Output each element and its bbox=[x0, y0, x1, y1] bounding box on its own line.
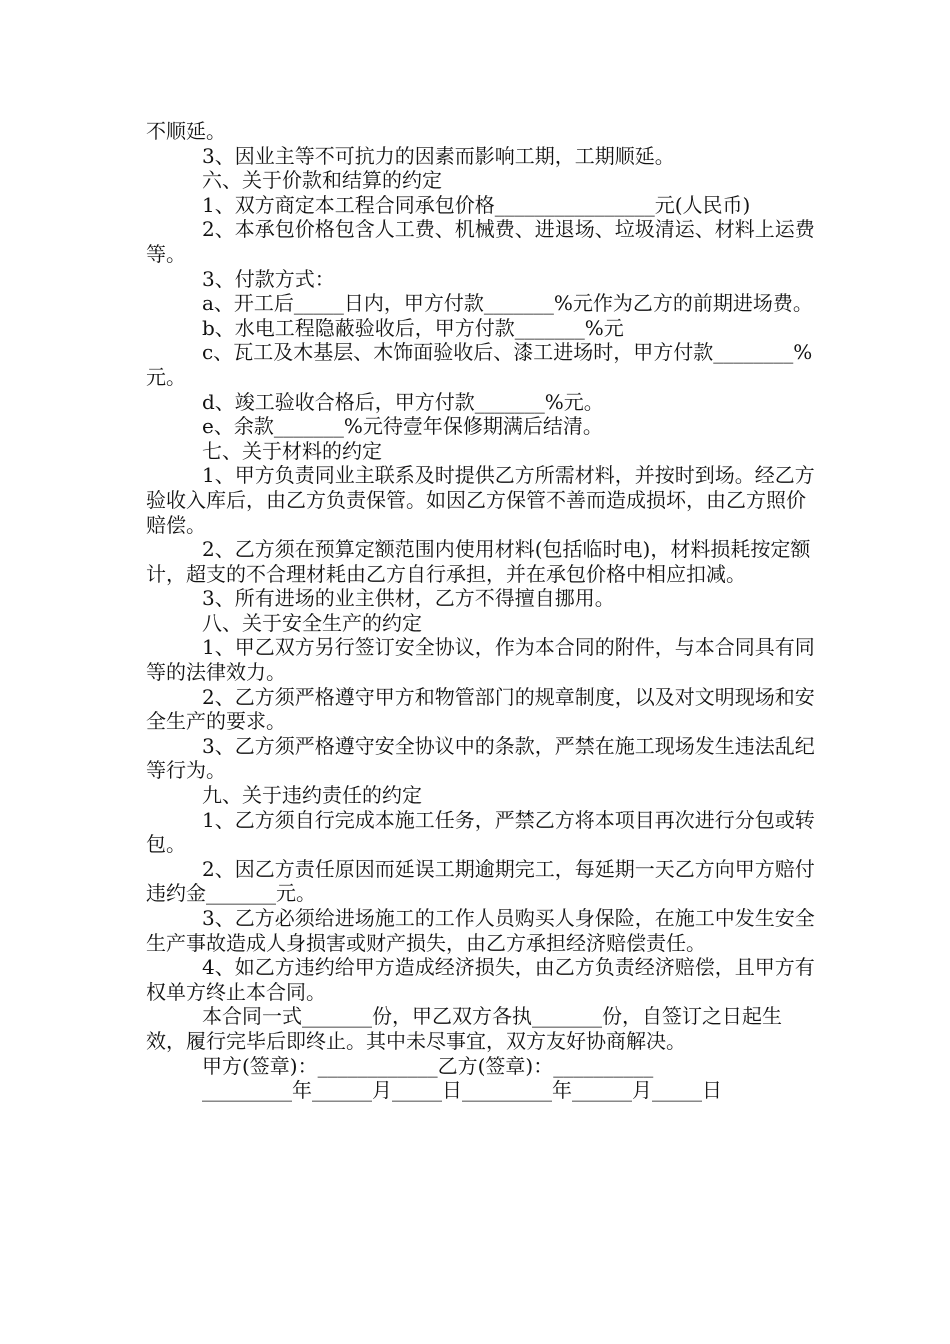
paragraph: 本合同一式_______份，甲乙双方各执_______份，自签订之日起生效，履行完毕后即终止。其中未尽事宜，双方友好协商解决。 bbox=[146, 1004, 782, 1053]
paragraph: 4、如乙方违约给甲方造成经济损失，由乙方负责经济赔偿，且甲方有权单方终止本合同。 bbox=[146, 955, 815, 1004]
paragraph: 1、甲方负责同业主联系及时提供乙方所需材料，并按时到场。经乙方验收入库后，由乙方负责保管。如因乙方保管不善而造成损坏，由乙方照价赔偿。 bbox=[146, 463, 815, 537]
paragraph: e、余款_______%元待壹年保修期满后结清。 bbox=[202, 414, 603, 439]
contract-body bbox=[146, 119, 816, 1103]
section-heading: 六、关于价款和结算的约定 bbox=[202, 168, 442, 193]
paragraph: 不顺延。 bbox=[146, 119, 226, 143]
paragraph: 2、本承包价格包含人工费、机械费、进退场、垃圾清运、材料上运费等。 bbox=[146, 217, 815, 266]
paragraph: 3、乙方须严格遵守安全协议中的条款，严禁在施工现场发生违法乱纪等行为。 bbox=[146, 733, 815, 783]
paragraph: 1、双方商定本工程合同承包价格________________元(人民币) bbox=[202, 192, 751, 217]
paragraph: b、水电工程隐蔽验收后，甲方付款_______%元 bbox=[202, 315, 624, 340]
paragraph: 3、付款方式： bbox=[202, 266, 335, 291]
paragraph: 3、因业主等不可抗力的因素而影响工期，工期顺延。 bbox=[202, 143, 675, 168]
paragraph: 1、甲乙双方另行签订安全协议，作为本合同的附件，与本合同具有同等的法律效力。 bbox=[146, 635, 815, 685]
section-heading: 七、关于材料的约定 bbox=[202, 438, 382, 463]
paragraph: 2、因乙方责任原因而延误工期逾期完工，每延期一天乙方向甲方赔付违约金_______元。 bbox=[146, 856, 815, 906]
signature-line: 甲方(签章)：____________乙方(签章)：__________ bbox=[202, 1053, 654, 1078]
paragraph: 3、所有进场的业主供材，乙方不得擅自挪用。 bbox=[202, 586, 615, 611]
paragraph: 2、乙方须严格遵守甲方和物管部门的规章制度，以及对文明现场和安全生产的要求。 bbox=[146, 684, 815, 734]
section-heading: 八、关于安全生产的约定 bbox=[202, 610, 422, 635]
paragraph: 1、乙方须自行完成本施工任务，严禁乙方将本项目再次进行分包或转包。 bbox=[146, 807, 815, 857]
paragraph: 3、乙方必须给进场施工的工作人员购买人身保险，在施工中发生安全生产事故造成人身损害或财产损失，由乙方承担经济赔偿责任。 bbox=[146, 906, 815, 955]
paragraph: 2、乙方须在预算定额范围内使用材料(包括临时电)，材料损耗按定额计，超支的不合理材耗由乙方自行承担，并在承包价格中相应扣减。 bbox=[146, 537, 811, 586]
paragraph: c、瓦工及木基层、木饰面验收后、漆工进场时，甲方付款________%元。 bbox=[146, 340, 813, 389]
date-line: _________年______月_____日_________年______月_____日 bbox=[202, 1078, 722, 1103]
paragraph: a、开工后_____日内，甲方付款_______%元作为乙方的前期进场费。 bbox=[202, 291, 813, 316]
section-heading: 九、关于违约责任的约定 bbox=[202, 783, 422, 808]
paragraph: d、竣工验收合格后，甲方付款_______%元。 bbox=[202, 389, 604, 414]
